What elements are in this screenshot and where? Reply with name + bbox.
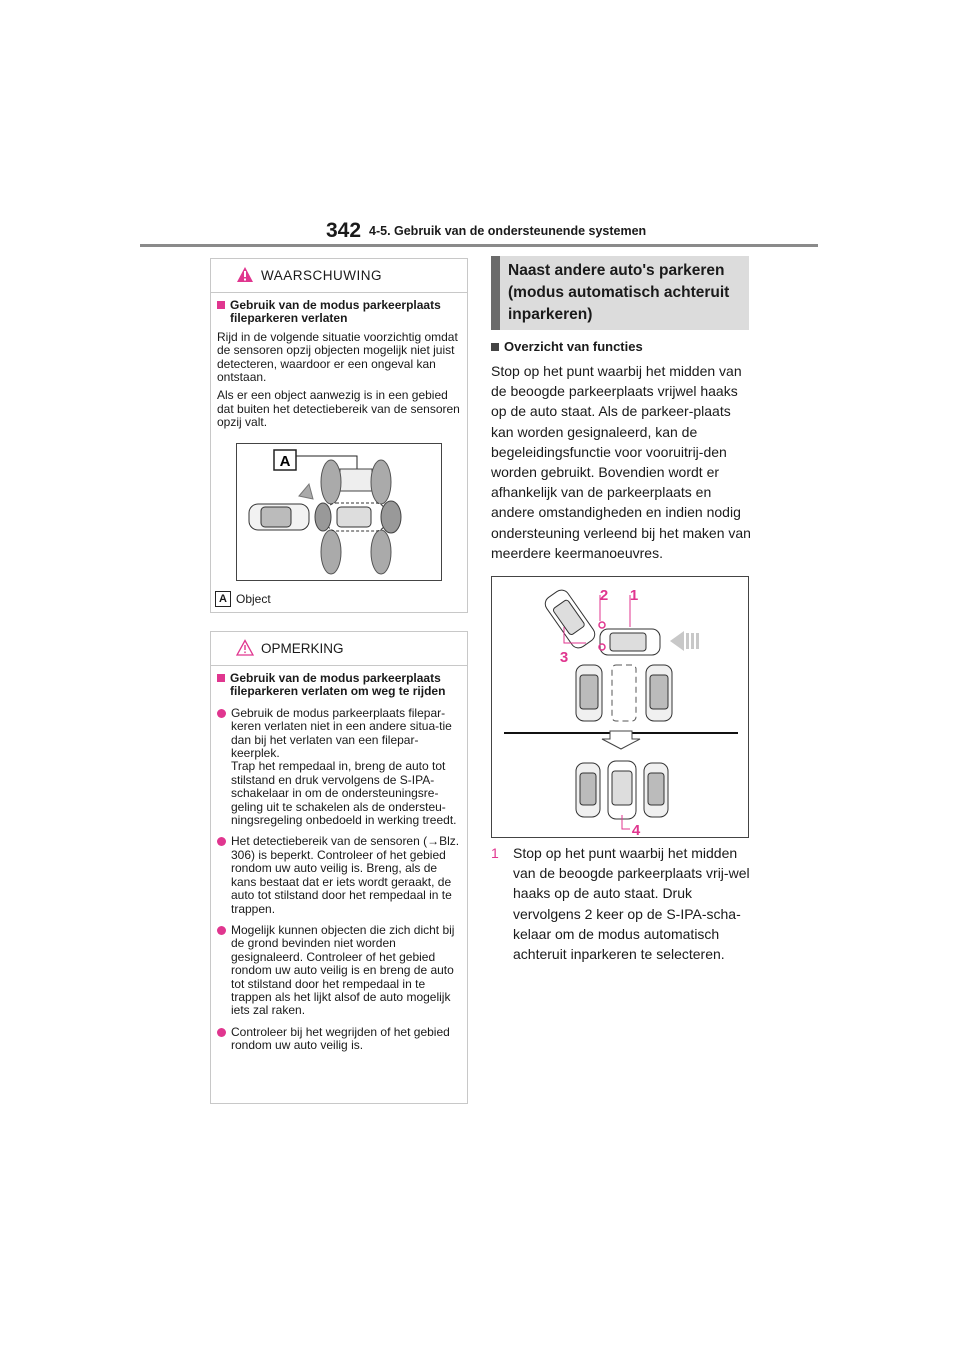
header-rule (140, 244, 818, 247)
note-title: OPMERKING (261, 641, 344, 656)
warning-icon (236, 266, 254, 283)
note-heading: Gebruik van de modus parkeerplaats fileparkeren verlaten om weg te rijden (217, 672, 461, 699)
figure-legend (215, 591, 271, 607)
note-bullet: Mogelijk kunnen objecten die zich dicht bij de grond bevinden niet worden gesignaleerd. Controleer of het gebied rondom uw auto veilig is en breng de auto tot stilstand door het rempedaal in te trappen als het lijkt alsof de auto mogelijk iets zal raken. (217, 924, 461, 1018)
warning-heading: Gebruik van de modus parkeerplaats fileparkeren verlaten (217, 299, 461, 326)
warning-paragraph: Rijd in de volgende situatie voorzichtig omdat de sensoren opzij objecten mogelijk niet juist detecteren, waardoor er een ongeval kan ontstaan. (217, 329, 458, 385)
warning-header (211, 259, 467, 293)
object-detection-figure (236, 443, 442, 581)
step-number: 1 (491, 845, 499, 861)
figure-tag-a: A (279, 453, 291, 470)
warning-title: WAARSCHUWING (261, 268, 382, 283)
note-bullet: Het detectiebereik van de sensoren (→Blz. 306) is beperkt. Controleer of het gebied rondom uw auto veilig is. Breng, als de kans bestaat dat er iets wordt geraakt, de auto tot stilstand door het rempedaal in te trappen. (217, 835, 461, 915)
legend-text: Object (236, 592, 271, 606)
step-1 (491, 843, 753, 964)
parking-figure (491, 576, 749, 838)
figure-label-3: 3 (559, 649, 569, 666)
caution-icon (236, 639, 254, 656)
note-header (211, 632, 467, 666)
figure-label-1: 1 (629, 587, 639, 604)
warning-paragraph: Als er een object aanwezig is in een gebied dat buiten het detectiebereik van de sensoren opzij valt. (217, 388, 460, 430)
note-bullet: Gebruik de modus parkeerplaats filepar-keren verlaten niet in een andere situa-tie dan bij het verlaten van een filepar-keerplek. Trap het rempedaal in, breng de auto tot stilstand en druk vervolgens de S-IPA-schakelaar in om de ondersteuningsre-geling uit te schakelen als de ondersteu-ningsregeling onbedoeld in werking treedt. (217, 707, 461, 828)
legend-tag: A (215, 591, 231, 607)
section-paragraph: Stop op het punt waarbij het midden van de beoogde parkeerplaats vrijwel haaks op de auto staat. Als de parkeer-plaats kan worden gesignaleerd, kan de begeleidingsfunctie voor vooruitrij-den worden gebruikt. Bovendien wordt er afhankelijk van de parkeerplaats en andere omstandigheden en indien nodig ondersteuning verleend bij het maken van meerdere keermanoeuvres. (491, 363, 751, 561)
figure-label-4: 4 (631, 822, 641, 837)
section-subheading: Overzicht van functies (491, 339, 643, 354)
note-box (210, 631, 468, 1104)
step-text: Stop op het punt waarbij het midden van de beoogde parkeerplaats vrij-wel haaks op de auto staat. Druk vervolgens 2 keer op de S-IPA-scha-kelaar om de modus automatisch achteruit inparkeren te selecteren. (513, 845, 750, 963)
page-number: 342 (326, 219, 362, 242)
section-title: Naast andere auto's parkeren (modus automatisch achteruit inparkeren) (491, 256, 749, 330)
chapter-title: 4-5. Gebruik van de ondersteunende systemen (369, 224, 647, 238)
figure-label-2: 2 (599, 587, 609, 604)
warning-box (210, 258, 468, 613)
note-bullet: Controleer bij het wegrijden of het gebied rondom uw auto veilig is. (217, 1026, 461, 1053)
